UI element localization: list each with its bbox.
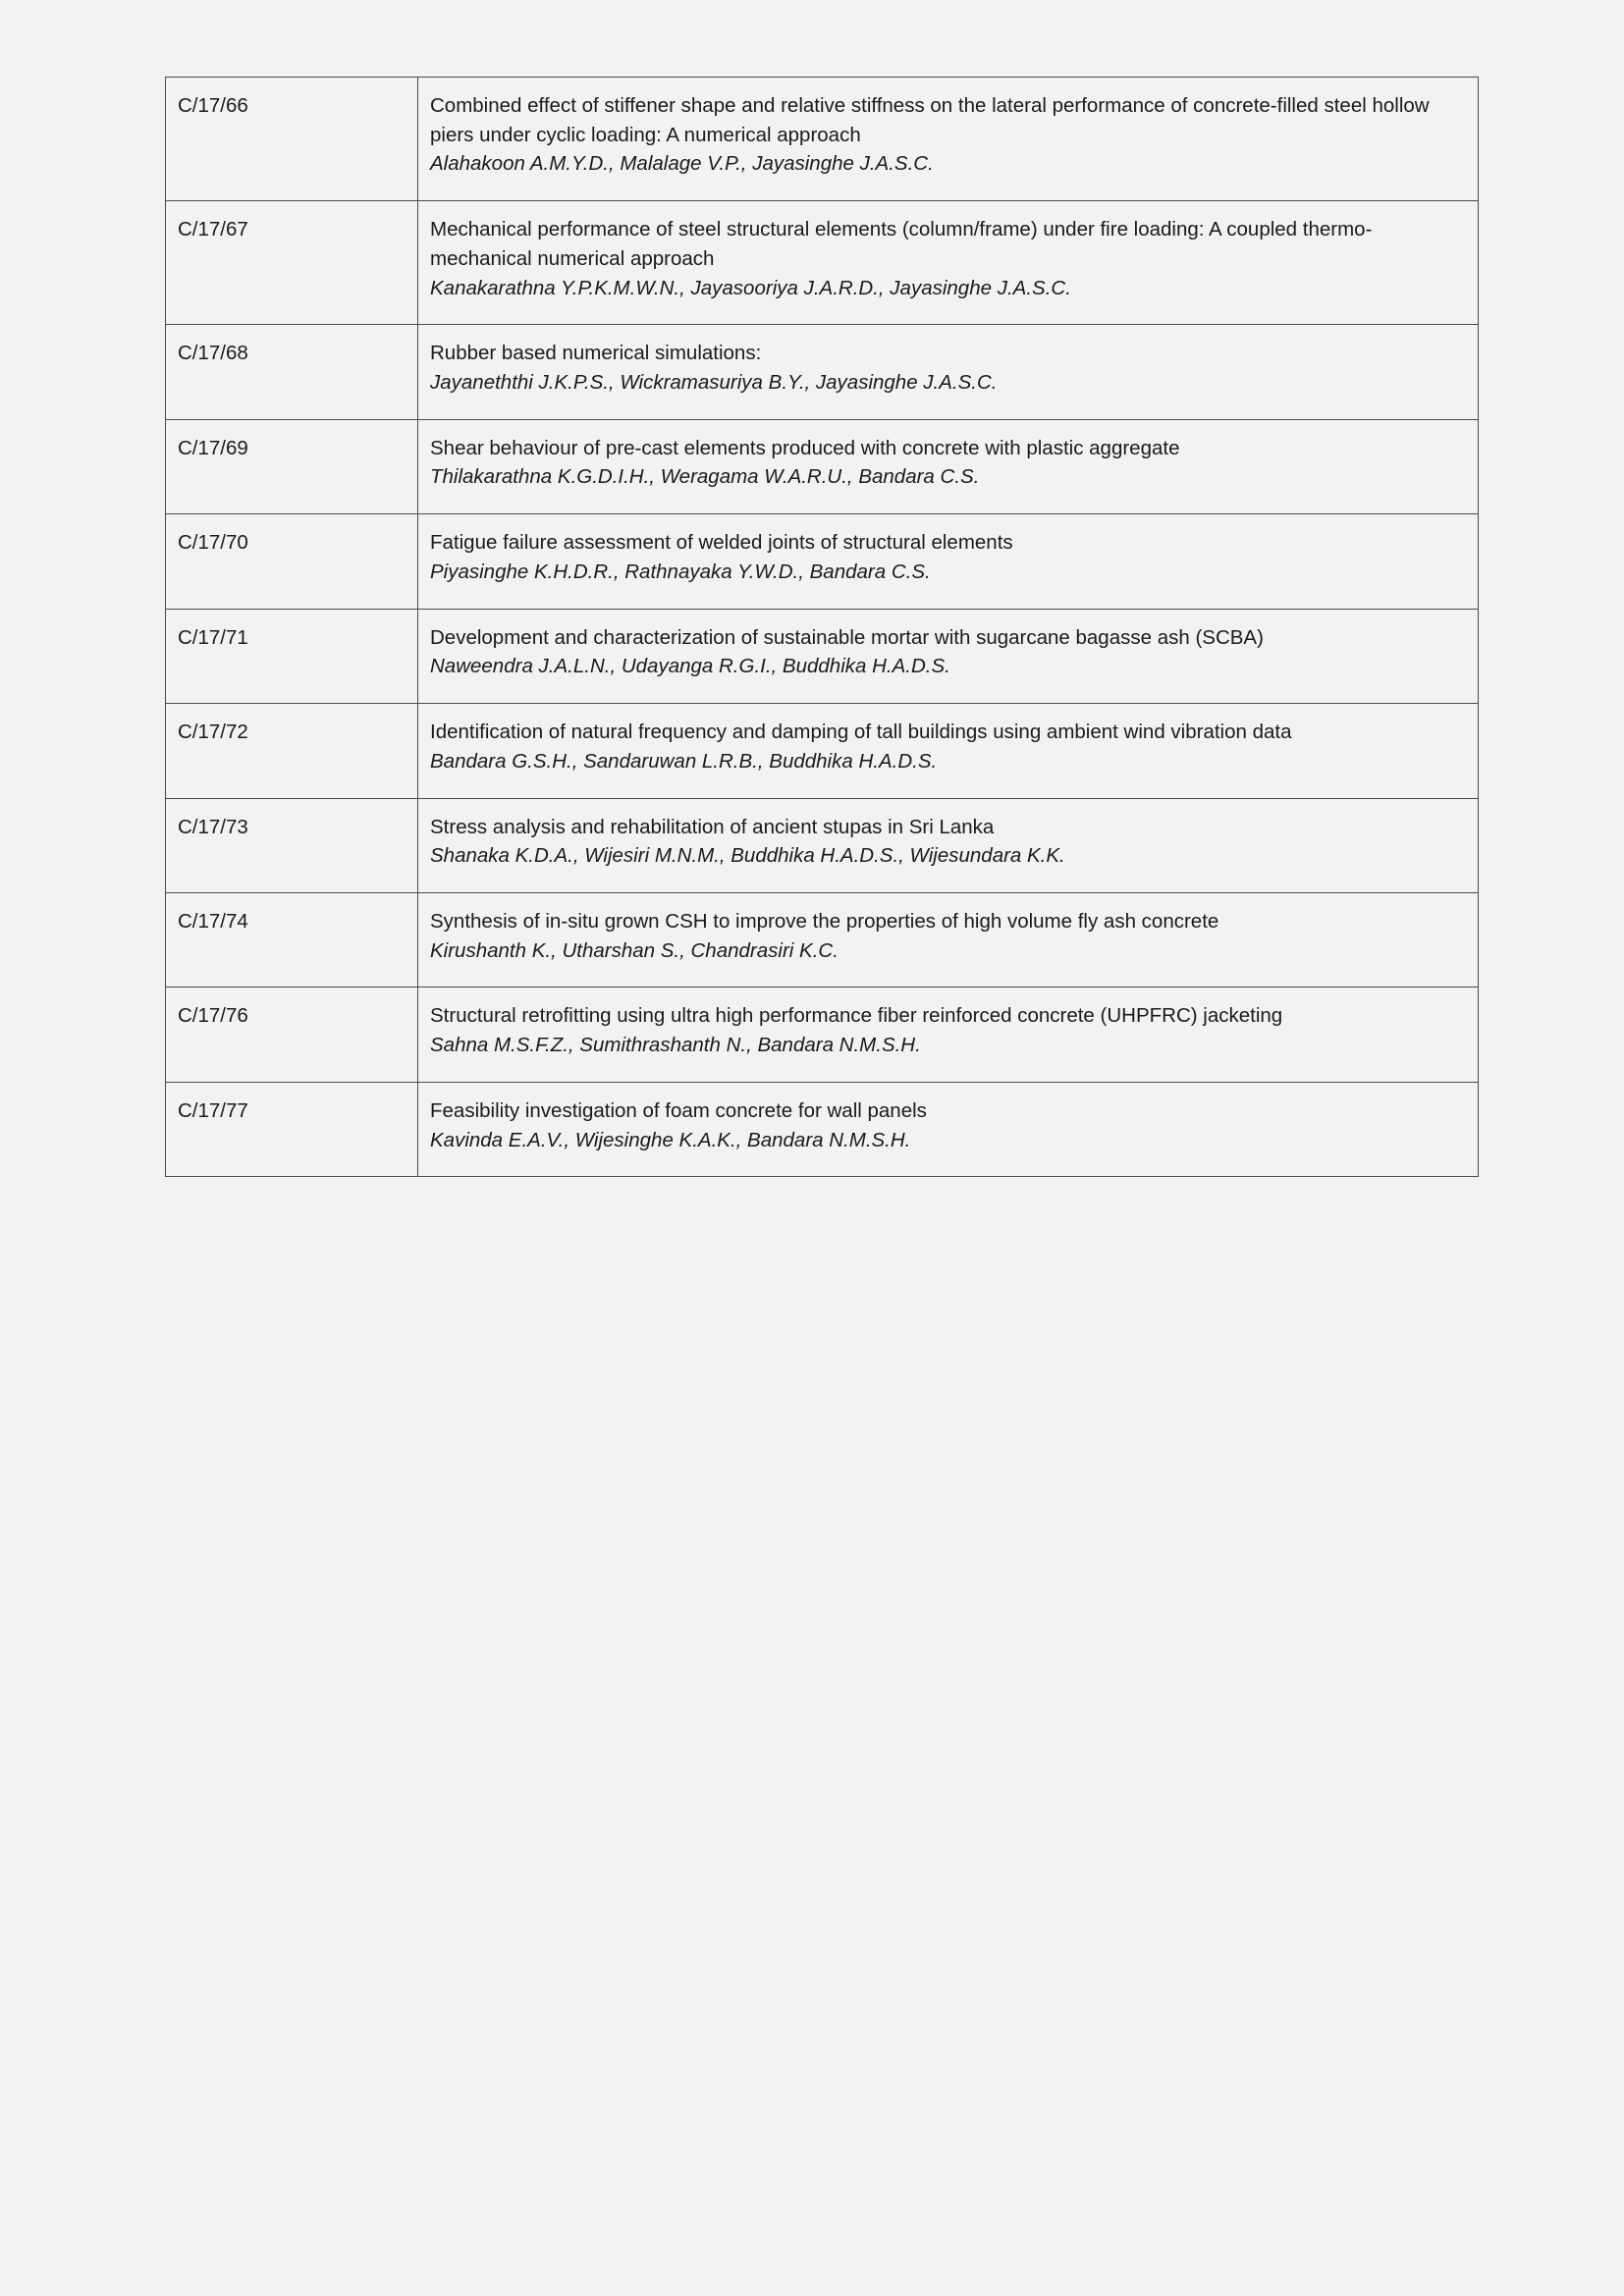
project-code-cell: C/17/67 <box>166 201 418 325</box>
project-code-cell: C/17/69 <box>166 419 418 513</box>
project-detail-cell <box>418 892 1479 987</box>
project-code-cell: C/17/70 <box>166 514 418 609</box>
project-detail-cell <box>418 78 1479 201</box>
project-authors: Alahakoon A.M.Y.D., Malalage V.P., Jayasinghe J.A.S.C. <box>430 152 934 176</box>
project-title: Rubber based numerical simulations: <box>430 342 762 365</box>
project-detail-cell <box>418 201 1479 325</box>
project-authors: Thilakarathna K.G.D.I.H., Weragama W.A.R.U., Bandara C.S. <box>430 465 980 489</box>
project-authors: Sahna M.S.F.Z., Sumithrashanth N., Bandara N.M.S.H. <box>430 1034 921 1057</box>
project-title: Fatigue failure assessment of welded joints of structural elements <box>430 531 1013 555</box>
project-detail-cell <box>418 419 1479 513</box>
project-detail-cell <box>418 514 1479 609</box>
project-code-cell: C/17/77 <box>166 1082 418 1176</box>
table-row <box>166 798 1479 892</box>
table-row <box>166 325 1479 419</box>
project-authors: Kavinda E.A.V., Wijesinghe K.A.K., Bandara N.M.S.H. <box>430 1128 911 1151</box>
table-row <box>166 78 1479 201</box>
project-code-cell: C/17/74 <box>166 892 418 987</box>
table-row <box>166 1082 1479 1176</box>
project-authors: Bandara G.S.H., Sandaruwan L.R.B., Buddhika H.A.D.S. <box>430 749 938 773</box>
project-code-cell: C/17/71 <box>166 609 418 703</box>
table-row <box>166 988 1479 1082</box>
project-code-cell: C/17/66 <box>166 78 418 201</box>
project-code-cell: C/17/68 <box>166 325 418 419</box>
project-detail-cell <box>418 1082 1479 1176</box>
table-row <box>166 419 1479 513</box>
project-authors: Shanaka K.D.A., Wijesiri M.N.M., Buddhika H.A.D.S., Wijesundara K.K. <box>430 844 1065 868</box>
project-title: Identification of natural frequency and damping of tall buildings using ambient wind vibration data <box>430 721 1292 744</box>
project-title: Shear behaviour of pre-cast elements produced with concrete with plastic aggregate <box>430 436 1180 459</box>
project-title: Feasibility investigation of foam concrete for wall panels <box>430 1098 927 1122</box>
project-title: Combined effect of stiffener shape and relative stiffness on the lateral performance of concrete-filled steel hollow piers under cyclic loading: A numerical approach <box>430 94 1430 146</box>
project-detail-cell <box>418 325 1479 419</box>
table-row <box>166 892 1479 987</box>
project-title: Structural retrofitting using ultra high performance fiber reinforced concrete (UHPFRC) jacketing <box>430 1004 1283 1028</box>
project-title: Stress analysis and rehabilitation of ancient stupas in Sri Lanka <box>430 815 995 838</box>
project-detail-cell <box>418 704 1479 798</box>
project-detail-cell <box>418 798 1479 892</box>
project-authors: Naweendra J.A.L.N., Udayanga R.G.I., Buddhika H.A.D.S. <box>430 655 950 678</box>
table-row <box>166 704 1479 798</box>
table-row <box>166 201 1479 325</box>
project-code-cell: C/17/73 <box>166 798 418 892</box>
project-authors: Piyasinghe K.H.D.R., Rathnayaka Y.W.D., Bandara C.S. <box>430 560 931 583</box>
project-title: Development and characterization of sustainable mortar with sugarcane bagasse ash (SCBA) <box>430 625 1264 649</box>
project-title: Synthesis of in-situ grown CSH to improve the properties of high volume fly ash concrete <box>430 909 1219 933</box>
project-authors: Kanakarathna Y.P.K.M.W.N., Jayasooriya J.A.R.D., Jayasinghe J.A.S.C. <box>430 276 1071 299</box>
project-authors: Kirushanth K., Utharshan S., Chandrasiri K.C. <box>430 938 839 962</box>
project-title: Mechanical performance of steel structural elements (column/frame) under fire loading: A coupled thermo-mechanical numerical approach <box>430 218 1373 270</box>
project-code-cell: C/17/72 <box>166 704 418 798</box>
table-row <box>166 609 1479 703</box>
project-detail-cell <box>418 988 1479 1082</box>
project-list-table <box>165 77 1479 1177</box>
project-detail-cell <box>418 609 1479 703</box>
table-body <box>166 78 1479 1177</box>
project-code-cell: C/17/76 <box>166 988 418 1082</box>
project-authors: Jayaneththi J.K.P.S., Wickramasuriya B.Y., Jayasinghe J.A.S.C. <box>430 371 998 395</box>
table-row <box>166 514 1479 609</box>
